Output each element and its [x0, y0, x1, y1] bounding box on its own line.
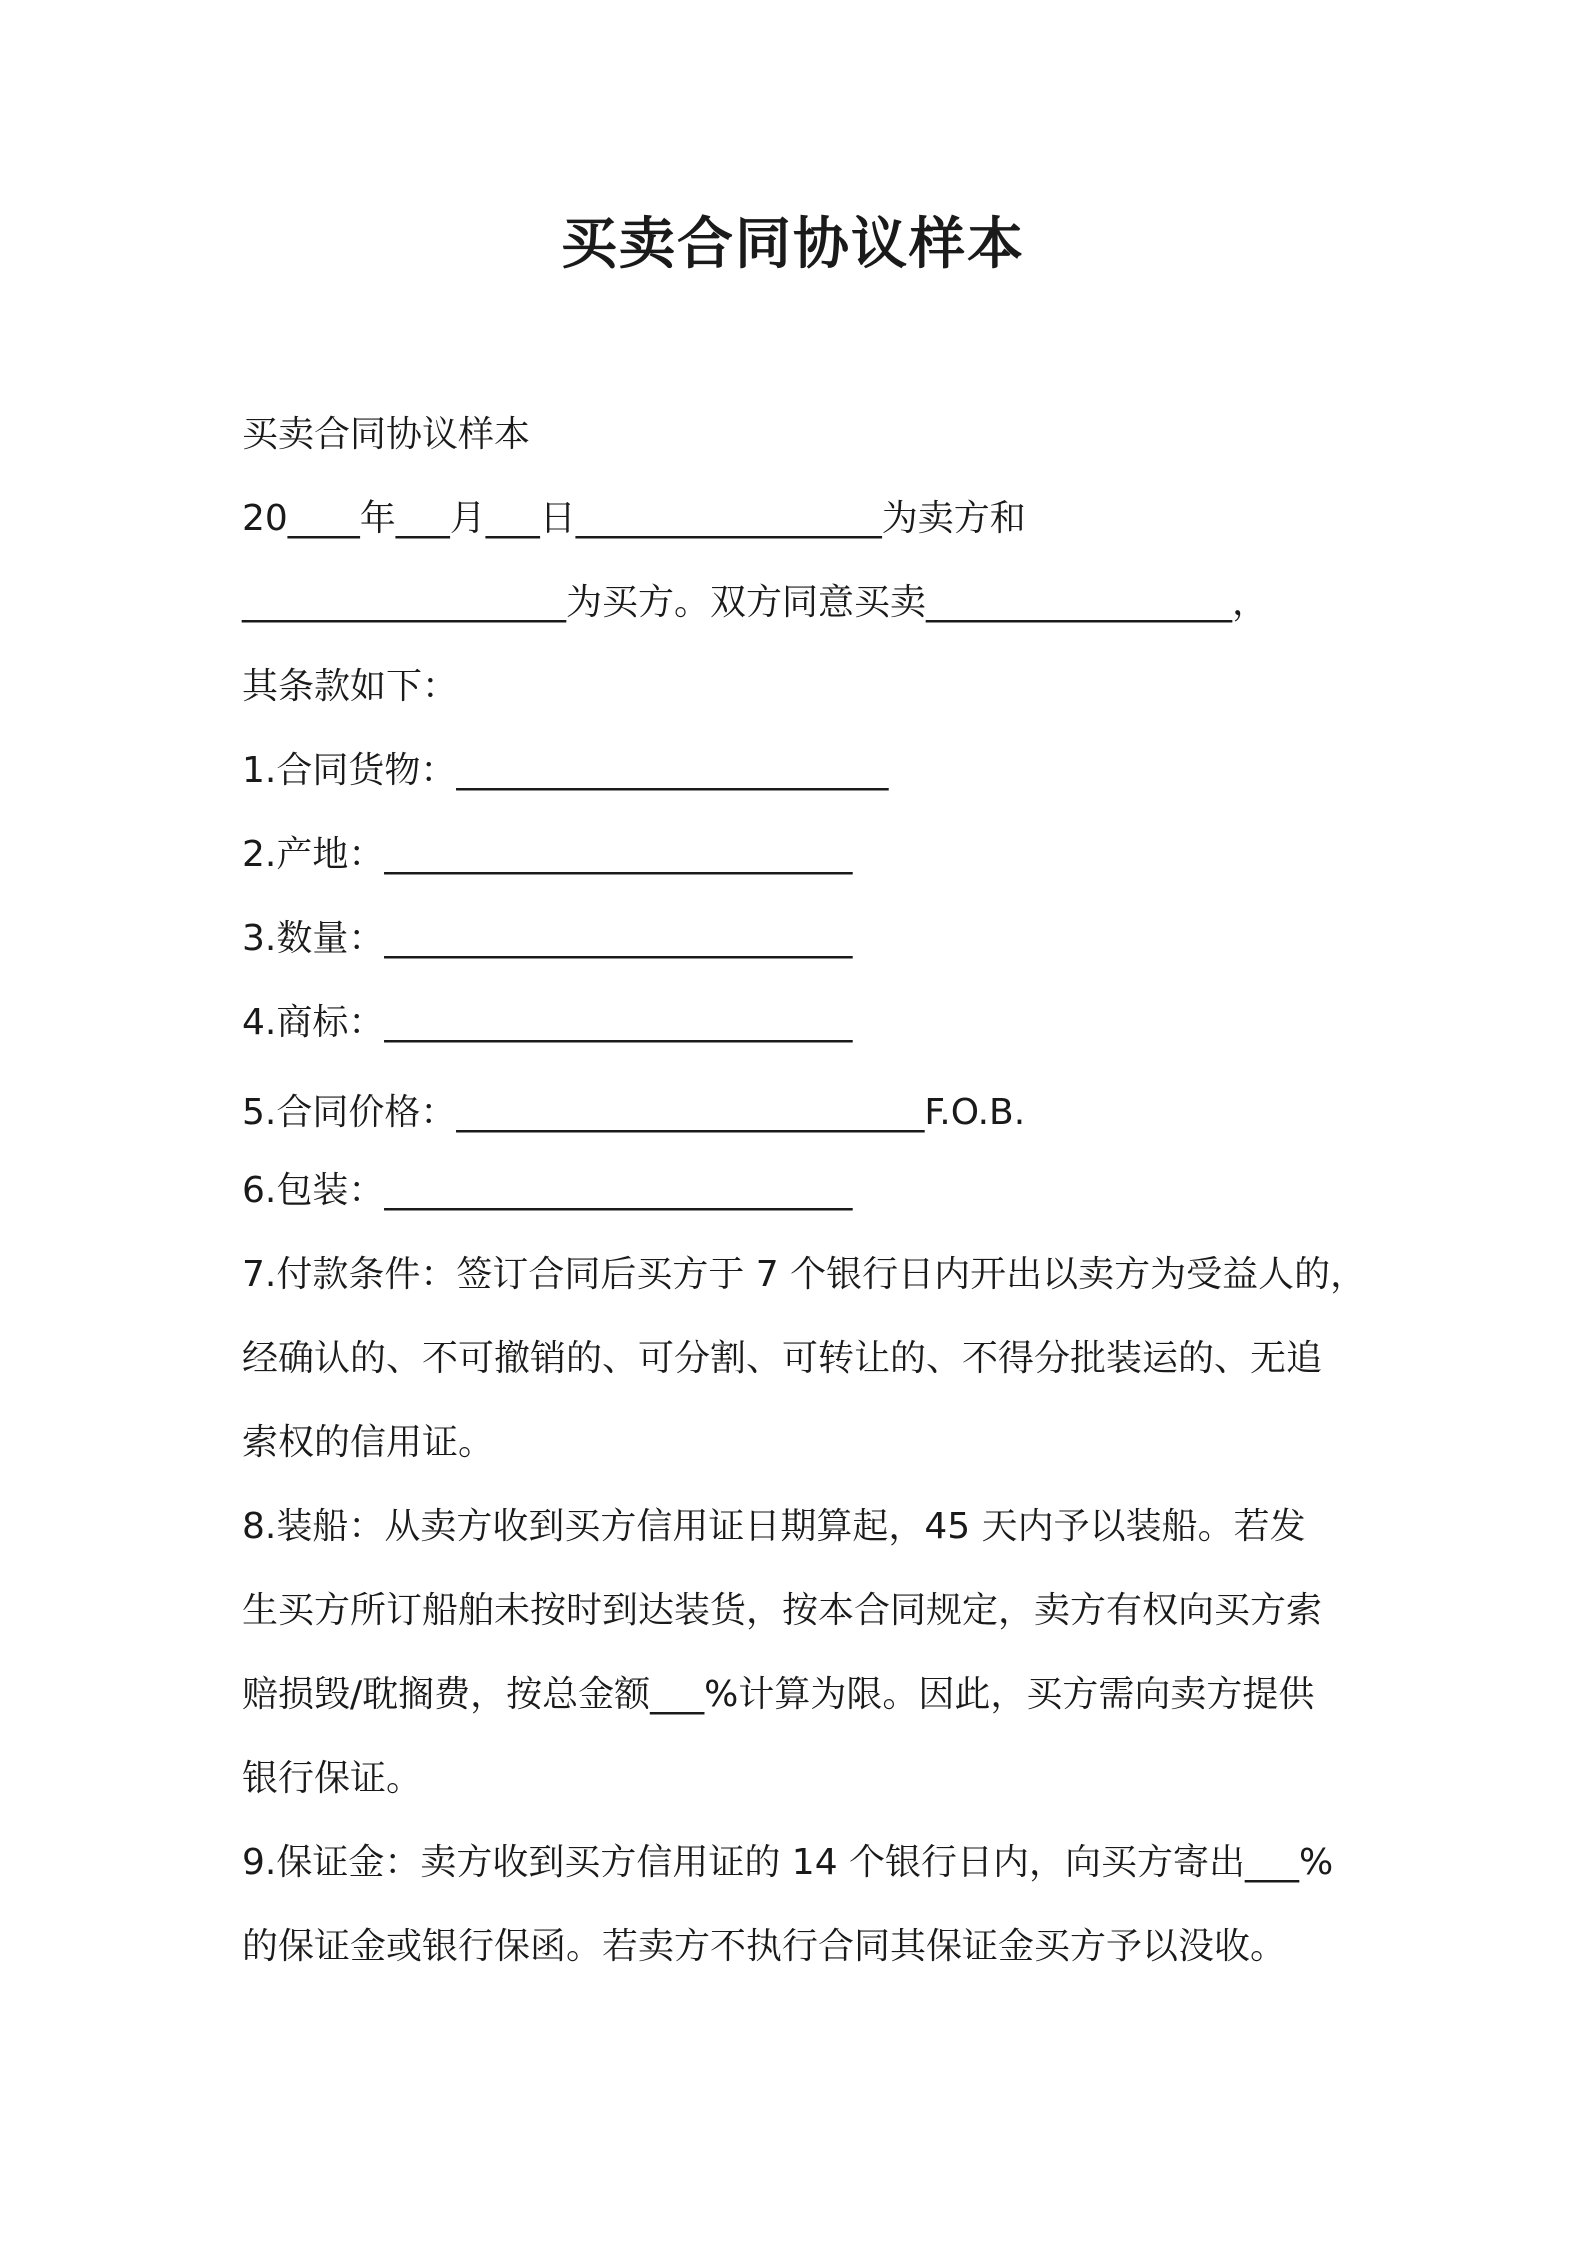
parties-line-2: __________________为买方。双方同意买卖_________________，	[242, 582, 1269, 623]
clause-8-shipment-line-4: 银行保证。	[242, 1758, 423, 1799]
clause-7-payment-line-2: 经确认的、不可撤销的、可分割、可转让的、不得分批装运的、无追	[242, 1338, 1323, 1379]
clause-9-deposit-line-2: 的保证金或银行保函。若卖方不执行合同其保证金买方予以没收。	[242, 1926, 1287, 1967]
clause-3-quantity: 3.数量：__________________________	[242, 918, 853, 959]
parties-line-1: 20____年___月___日_________________为卖方和	[242, 498, 1026, 539]
clause-8-shipment-line-3: 赔损毁/耽搁费，按总金额___%计算为限。因此，买方需向卖方提供	[242, 1674, 1315, 1715]
clause-5-price: 5.合同价格：__________________________F.O.B.	[242, 1092, 1026, 1133]
clause-8-shipment-line-2: 生买方所订船舶未按时到达装货，按本合同规定，卖方有权向买方索	[242, 1590, 1323, 1631]
clause-8-shipment-line-1: 8.装船：从卖方收到买方信用证日期算起，45 天内予以装船。若发	[242, 1506, 1306, 1547]
clause-7-payment-line-3: 索权的信用证。	[242, 1422, 495, 1463]
document-title: 买卖合同协议样本	[561, 212, 1025, 277]
clause-2-origin: 2.产地：__________________________	[242, 834, 853, 875]
terms-intro: 其条款如下：	[242, 666, 459, 707]
clause-9-deposit-line-1: 9.保证金：卖方收到买方信用证的 14 个银行日内，向买方寄出___%	[242, 1842, 1334, 1883]
clause-4-trademark: 4.商标：__________________________	[242, 1002, 853, 1043]
clause-6-packing: 6.包装：__________________________	[242, 1170, 853, 1211]
clause-1-goods: 1.合同货物：________________________	[242, 750, 889, 791]
subtitle-line: 买卖合同协议样本	[242, 414, 531, 455]
clause-7-payment-line-1: 7.付款条件：签订合同后买方于 7 个银行日内开出以卖方为受益人的，	[242, 1254, 1367, 1295]
